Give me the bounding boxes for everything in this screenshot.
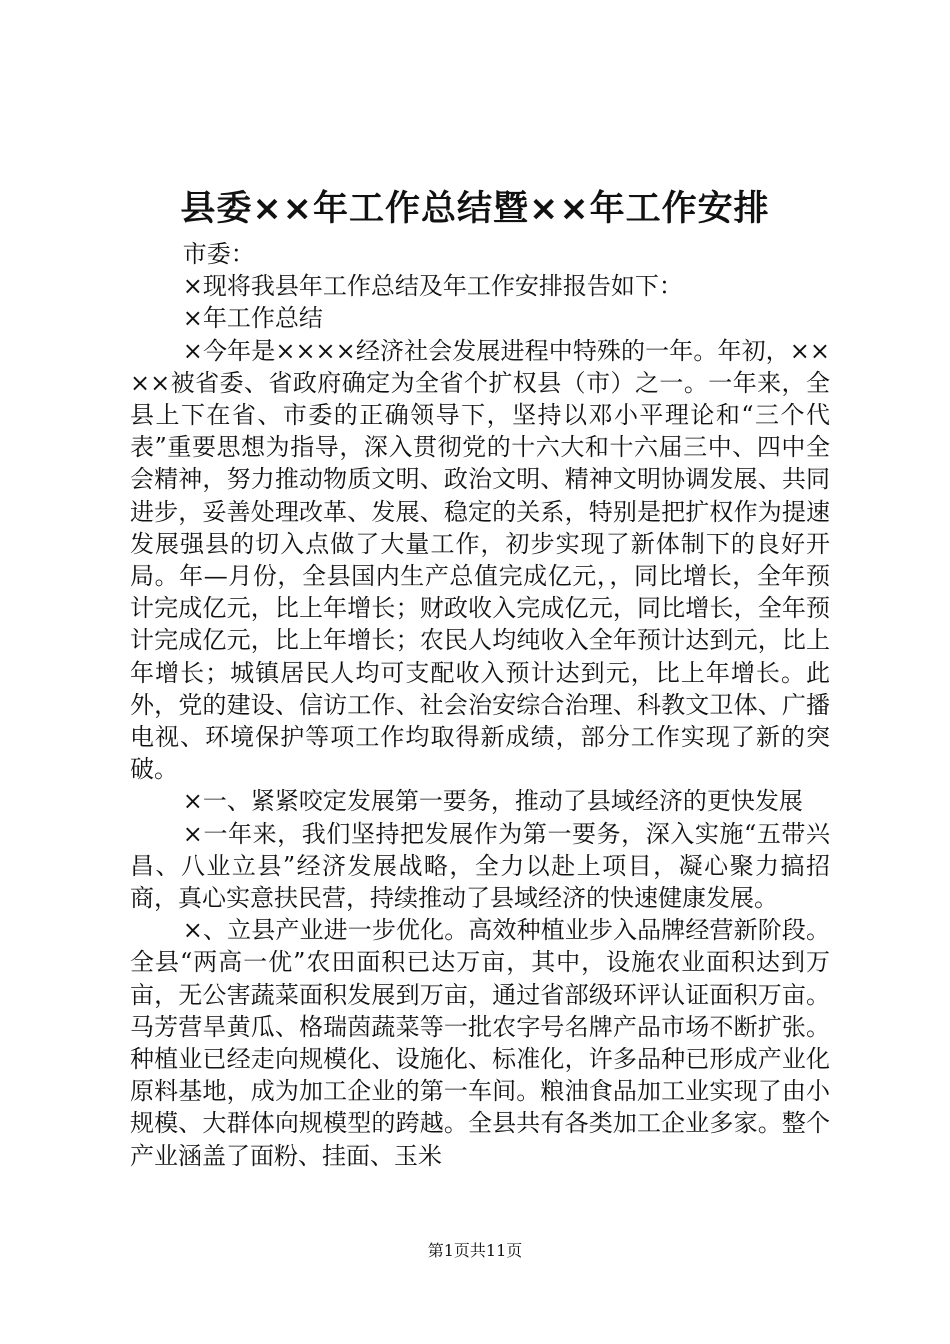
document-title: 县委××年工作总结暨××年工作安排 [180,189,770,229]
page-footer [0,1240,950,1262]
paragraph-section-heading: ×年工作总结 [182,304,323,333]
paragraph-salutation: 市委： [182,240,255,268]
paragraph-subheading-1: ×一、紧紧咬定发展第一要务，推动了县域经济的更快发展 [182,787,803,816]
paragraph-intro: ×现将我县年工作总结及年工作安排报告如下： [182,272,683,301]
document-body [130,238,830,1172]
paragraph-development: ×一年来，我们坚持把发展作为第一要务，深入实施“五带兴昌、八业立县”经济发展战略，全力以赴上项目，凝心聚力搞招商，真心实意扶民营，持续推动了县域经济的快速健康发展。 [130,819,830,913]
paragraph-industry: ×、立县产业进一步优化。高效种植业步入品牌经营新阶段。全县“两高一优”农田面积已达万亩，其中，设施农业面积达到万亩，无公害蔬菜面积发展到万亩，通过省部级环评认证面积万亩。马芳营旱黄瓜、格瑞茵蔬菜等一批农字号名牌产品市场不断扩张。种植业已经走向规模化、设施化、标准化，许多品种已形成产业化原料基地，成为加工企业的第一车间。粮油食品加工业实现了由小规模、大群体向规模型的跨越。全县共有各类加工企业多家。整个产业涵盖了面粉、挂面、玉米 [130,916,830,1170]
page-total: 共11页 [469,1241,523,1260]
page-number: 第1页 [427,1241,470,1260]
paragraph-overview: ×今年是××××经济社会发展进程中特殊的一年。年初，××××被省委、省政府确定为全省个扩权县（市）之一。一年来，全县上下在省、市委的正确领导下，坚持以邓小平理论和“三个代表”重要思想为指导，深入贯彻党的十六大和十六届三中、四中全会精神，努力推动物质文明、政治文明、精神文明协调发展、共同进步，妥善处理改革、发展、稳定的关系，特别是把扩权作为提速发展强县的切入点做了大量工作，初步实现了新体制下的良好开局。年—月份，全县国内生产总值完成亿元，，同比增长，全年预计完成亿元，比上年增长；财政收入完成亿元，同比增长，全年预计完成亿元，比上年增长；农民人均纯收入全年预计达到元，比上年增长；城镇居民人均可支配收入预计达到元，比上年增长。此外，党的建设、信访工作、社会治安综合治理、科教文卫体、广播电视、环境保护等项工作均取得新成绩，部分工作实现了新的突破。 [130,336,830,784]
